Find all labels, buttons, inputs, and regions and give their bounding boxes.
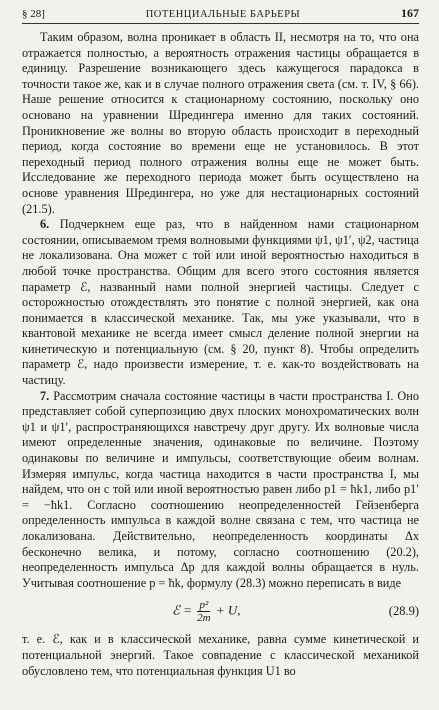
paragraph-continuation [22,632,419,679]
paragraph-text: Таким образом, волна проникает в область II, несмотря на то, что она отражается полностью, а вероятность отражения частицы обращается в единицу. Разрешение возникающего здесь кажущегося парадокса в точности такое же, как и в случае полного отражения света (см. т. IV, § 66). Наше решение относится к стационарному состоянию, поскольку оно основано на уравнении Шредингера именно для таких состояний. Проникновение же волны во вторую область происходит в переходный период, когда состояние во времени еще не установилось. В этот переходный период полного отражения волны еще не может быть. Исследование же переходного периода может быть осуществлено на основе уравнения Шредингера, но уже для нестационарных состояний (21.5). [22,30,419,216]
fraction-numerator: p² [199,599,209,612]
paragraph-text: Подчеркнем еще раз, что в найденном нами стационарном состоянии, описываемом тремя волновыми функциями ψ1, ψ1′, ψ2, частица не локализована. Она может с той или иной вероятностью находиться в любой точке пространства. Общим для всего этого состояния является параметр ℰ, названный нами полной энергией частицы. Следует с осторожностью отождествлять это понятие с полной энергией, как она понимается в классической механике. Так, мы уже указывали, что в квантовой механике не всегда имеет смысл деление полной энергии на кинетическую и потенциальную (см. § 20, пункт 8). Чтобы определить параметр ℰ, надо произвести измерение, т. е. как-то воздействовать на частицу. [22,217,419,388]
equation [172,599,241,624]
paragraph-text: т. е. ℰ, как и в классической механике, равна сумме кинетической и потенциальной энергий. Такое совпадение с классической механикой обусловлено тем, что потенциальная функция U1 во [22,632,419,678]
fraction-denominator: 2m [197,612,211,625]
body-text [22,30,419,679]
item-number: 7. [40,388,50,403]
equation-block [22,599,419,624]
paragraph-transmission [22,30,419,217]
equation-number: (28.9) [388,604,419,619]
item-number: 6. [40,217,50,232]
page-header [22,6,419,24]
paragraph-item-6 [22,217,419,389]
running-title: ПОТЕНЦИАЛЬНЫЕ БАРЬЕРЫ [145,9,301,20]
equation-lhs: ℰ = [172,602,192,618]
paragraph-text: Рассмотрим сначала состояние частицы в части пространства I. Оно представляет собой суперпозицию двух плоских монохроматических волн ψ1 и ψ1′, распространяющихся навстречу друг другу. Их волновые числа имеют определенные значения, одинаковые по величине. Поэтому одинаковы по величине и импульсы, соответствующие обеим волнам. Измеряя импульс, когда частица находится в части пространства I, мы найдем, что он с той или иной вероятностью равен либо p1 = ħk1, либо p1′ = −ħk1. Согласно соотношению неопределенностей Гейзенберга определенность импульса в каждой волне связана с тем, что частица не локализована. Действительно, неопределенность координаты Δx бесконечно велика, и потому, согласно соотношению (20.2), неопределенность импульса Δp для каждой волны обращается в нуль. Учитывая соотношение p = ħk, формулу (28.3) можно переписать в виде [22,388,419,590]
section-marker: § 28] [22,8,45,20]
equation-fraction [197,599,210,624]
page-number: 167 [401,6,419,20]
paragraph-item-7 [22,389,419,592]
equation-rhs: + U, [215,602,241,618]
